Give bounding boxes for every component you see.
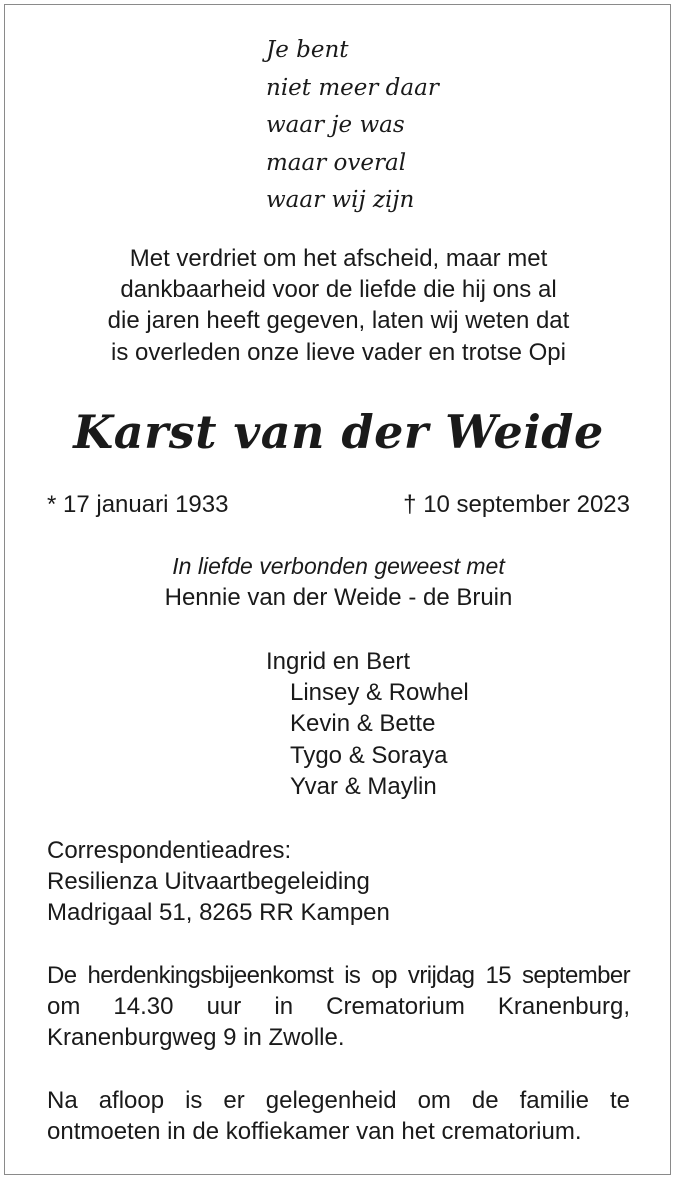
- family-list: [266, 646, 469, 802]
- grandchild-name: Linsey & Rowhel: [290, 679, 469, 707]
- address-line: Madrigaal 51, 8265 RR Kampen: [47, 899, 390, 927]
- address-line: Resilienza Uitvaartbegeleiding: [47, 868, 370, 896]
- poem-line: waar je was: [266, 112, 405, 138]
- life-dates: [47, 489, 630, 520]
- poem-line: maar overal: [266, 149, 407, 176]
- after-info: [47, 1085, 630, 1147]
- intro-line: die jaren heeft gegeven, laten wij weten dat: [107, 307, 570, 335]
- address-line: Correspondentieadres:: [47, 837, 292, 864]
- ceremony-line: Kranenburgweg 9 in Zwolle.: [47, 1024, 345, 1052]
- after-line: Na afloop is er gelegenheid om de familie te: [47, 1087, 630, 1114]
- ceremony-line: om 14.30 uur in Crematorium Kranenburg,: [47, 993, 630, 1021]
- intro-line: is overleden onze lieve vader en trotse Opi: [111, 338, 566, 366]
- ceremony-info: [47, 960, 630, 1054]
- child-name: Ingrid en Bert: [266, 648, 411, 675]
- correspondence-address: [47, 835, 390, 929]
- poem: [266, 32, 439, 220]
- death-date: † 10 september 2023: [403, 491, 630, 518]
- deceased-name: Karst van der Weide: [73, 405, 604, 459]
- birth-date: * 17 januari 1933: [47, 491, 229, 518]
- after-line: ontmoeten in de koffiekamer van het crematorium.: [47, 1118, 582, 1146]
- ceremony-line: De herdenkingsbijeenkomst is op vrijdag 15 september: [47, 962, 630, 989]
- intro-line: Met verdriet om het afscheid, maar met: [129, 245, 548, 272]
- spouse-name: Hennie van der Weide - de Bruin: [164, 584, 513, 611]
- linked-label: In liefde verbonden geweest met: [172, 553, 505, 579]
- grandchild-name: Yvar & Maylin: [290, 772, 437, 800]
- poem-line: waar wij zijn: [266, 187, 415, 213]
- intro-line: dankbaarheid voor de liefde die hij ons al: [120, 276, 557, 304]
- grandchild-name: Kevin & Bette: [290, 710, 436, 738]
- poem-line: Je bent: [266, 37, 349, 63]
- intro-text: [40, 243, 637, 368]
- grandchild-name: Tygo & Soraya: [290, 741, 448, 769]
- poem-line: niet meer daar: [266, 74, 439, 101]
